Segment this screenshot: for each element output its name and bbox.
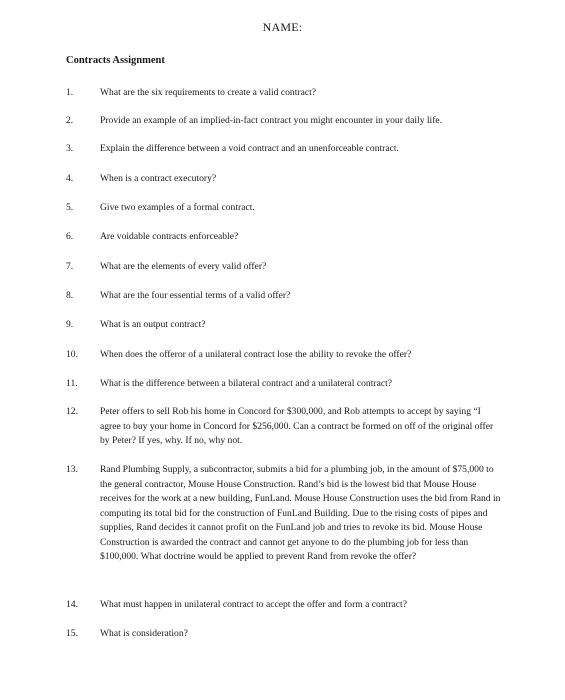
question-number: 2. [66,115,74,126]
question-number: 13. [66,464,78,475]
question-number: 3. [66,143,74,154]
question-text: What are the four essential terms of a valid offer? [100,290,291,301]
question-number: 9. [66,319,74,330]
question-number: 7. [66,261,74,272]
question-number: 10. [66,349,78,360]
question-number: 11. [66,378,78,389]
question-number: 15. [66,628,78,639]
question-text: Are voidable contracts enforceable? [100,231,239,242]
question-number: 6. [66,231,74,242]
question-text: When does the offeror of a unilateral contract lose the ability to revoke the offer? [100,349,412,360]
question-number: 4. [66,173,74,184]
question-number: 14. [66,599,78,610]
question-text: Rand Plumbing Supply, a subcontractor, submits a bid for a plumbing job, in the amount of $75,000 to the general contractor, Mouse House Construction. Rand’s bid is the lowest bid that Mouse House receives for the work at a new building, FunLand. Mouse House Construction uses the bid from Rand in computing its total bid for the construction of FunLand Building. Due to the rising costs of pipes and supplies, Rand decides it cannot profit on the FunLand job and tries to revoke its bid. Mouse House Construction is awarded the contract and cannot get anyone to do the plumbing job for less than $100,000. What doctrine would be applied to prevent Rand from revoke the offer? [100,464,501,562]
question-text: What is an output contract? [100,319,206,330]
question-text: When is a contract executory? [100,173,217,184]
question-text: What is consideration? [100,628,188,639]
question-text: What are the six requirements to create a valid contract? [100,87,317,98]
question-text: Peter offers to sell Rob his home in Concord for $300,000, and Rob attempts to accept by saying “I agree to buy your home in Concord for $256,000. Can a contract be formed on off of the original offer by Peter? If yes, why. If no, why not. [100,406,494,446]
question-number: 1. [66,87,74,98]
question-number: 8. [66,290,74,301]
question-text: Provide an example of an implied-in-fact contract you might encounter in your daily life. [100,115,443,126]
question-text: Give two examples of a formal contract. [100,202,255,213]
question-text: What must happen in unilateral contract to accept the offer and form a contract? [100,599,407,610]
question-number: 5. [66,202,74,213]
question-number: 12. [66,406,78,417]
name-label: NAME: [262,20,303,34]
question-text: What is the difference between a bilateral contract and a unilateral contract? [100,378,393,389]
question-text: What are the elements of every valid offer? [100,261,267,272]
assignment-title: Contracts Assignment [66,55,165,66]
question-text: Explain the difference between a void contract and an unenforceable contract. [100,143,399,154]
